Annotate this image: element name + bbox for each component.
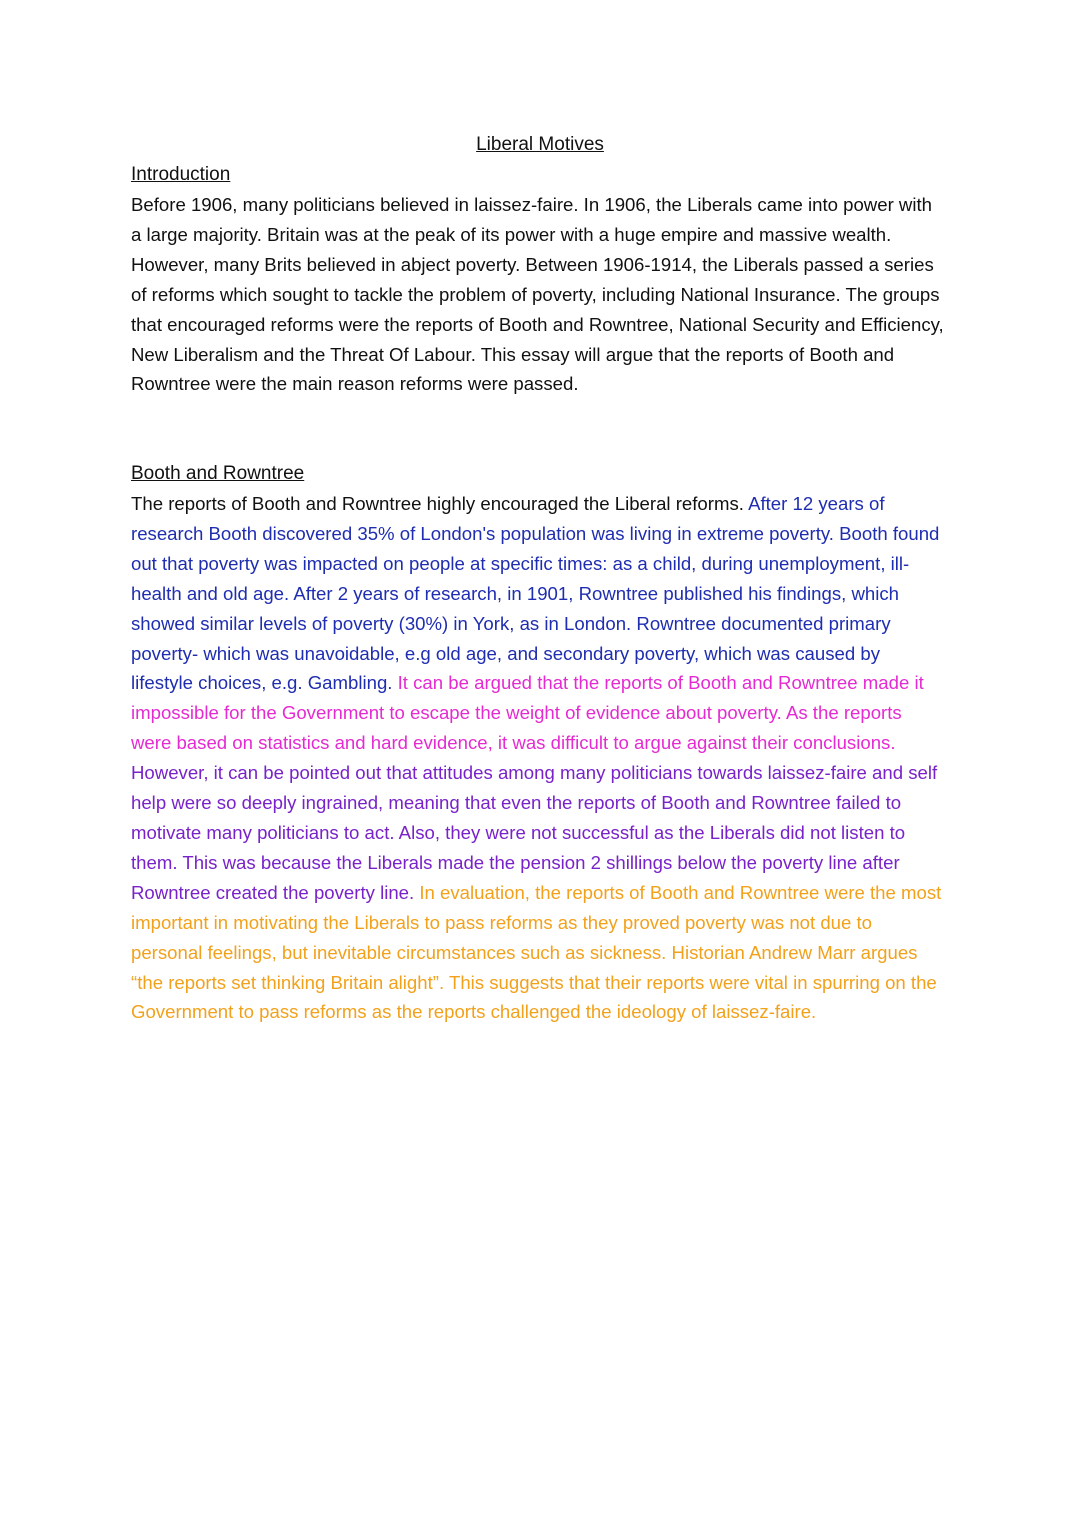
introduction-paragraph: Before 1906, many politicians believed in laissez-faire. In 1906, the Liberals came into power with a large majority. Britain was at the peak of its power with a huge empire and massive wealth. However, many Brits believed in abject poverty. Between 1906-1914, the Liberals passed a series of reforms which sought to tackle the problem of poverty, including National Insurance. The groups that encouraged reforms were the reports of Booth and Rowntree, National Security and Efficiency, New Liberalism and the Threat Of Labour. This essay will argue that the reports of Booth and Rowntree were the main reason reforms were passed. xyxy=(131,194,944,395)
introduction-heading: Introduction xyxy=(131,164,231,185)
point-text: The reports of Booth and Rowntree highly encouraged the Liberal reforms. xyxy=(131,493,749,514)
document-title: Liberal Motives xyxy=(476,134,604,155)
explanation-text: It can be argued that the reports of Booth and Rowntree made it impossible for the Government to escape the weight of evidence about poverty. As the reports were based on statistics and hard evidence, it was difficult to argue against their conclusions. xyxy=(131,672,924,754)
evidence-text: After 12 years of research Booth discovered 35% of London's population was living in extreme poverty. Booth found out that poverty was impacted on people at specific times: as a child, during unemployment, ill-health and old age. After 2 years of research, in 1901, Rowntree published his findings, which showed similar levels of poverty (30%) in York, as in London. Rowntree documented primary poverty- which was unavoidable, e.g old age, and secondary poverty, which was caused by lifestyle choices, e.g. Gambling. xyxy=(131,493,940,694)
booth-rowntree-heading: Booth and Rowntree xyxy=(131,463,305,484)
evaluation-text: In evaluation, the reports of Booth and Rowntree were the most important in motivating the Liberals to pass reforms as they proved poverty was not due to personal feelings, but inevitable circumstances such as sickness. Historian Andrew Marr argues “the reports set thinking Britain alight”. This suggests that their reports were vital in spurring on the Government to pass reforms as the reports challenged the ideology of laissez-faire. xyxy=(131,881,942,1023)
booth-rowntree-section xyxy=(131,459,946,1027)
counter-argument-text: However, it can be pointed out that attitudes among many politicians towards laissez-faire and self help were so deeply ingrained, meaning that even the reports of Booth and Rowntree failed to motivate many politicians to act. Also, they were not successful as the Liberals did not listen to them. This was because the Liberals made the pension 2 shillings below the poverty line after Rowntree created the poverty line. xyxy=(131,762,938,903)
introduction-section xyxy=(131,160,946,399)
booth-rowntree-paragraph xyxy=(131,489,946,1027)
